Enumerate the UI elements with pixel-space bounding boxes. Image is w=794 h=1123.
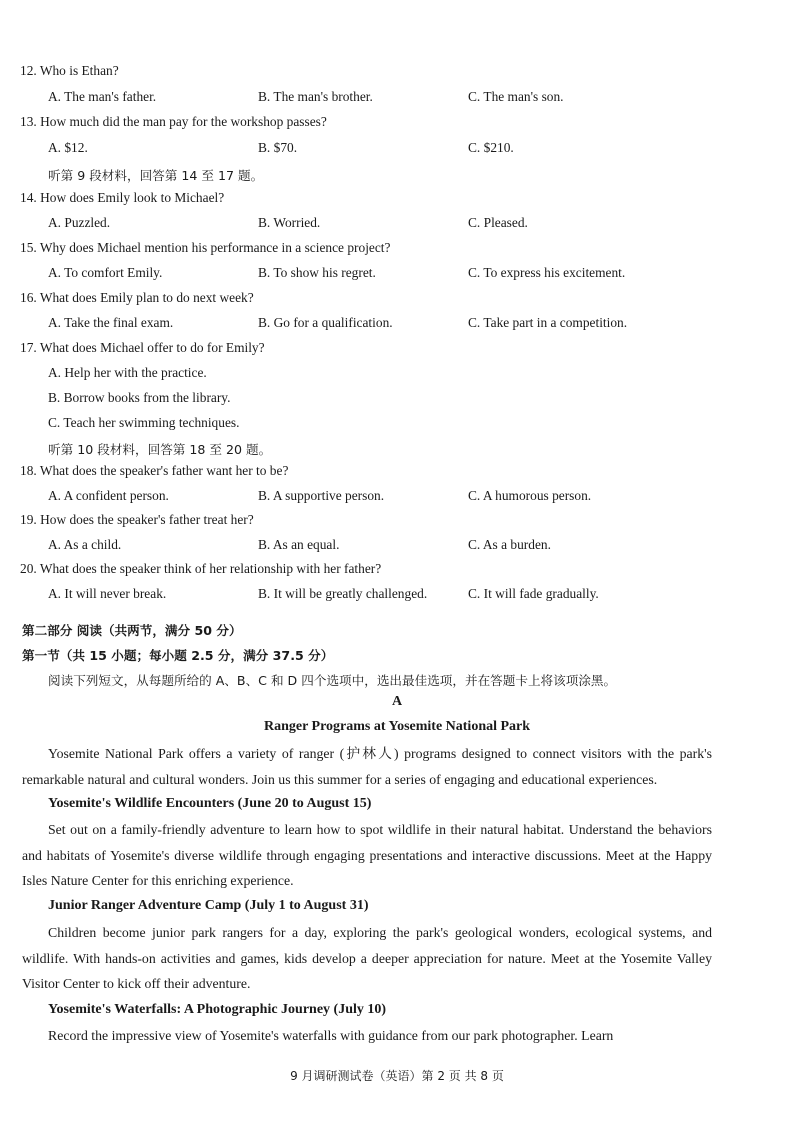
option-row — [48, 89, 768, 107]
option-c: C. Pleased. — [468, 215, 528, 230]
program-heading: Yosemite's Waterfalls: A Photographic Journey (July 10) — [48, 1002, 387, 1017]
option-a: A. The man's father. — [48, 89, 157, 104]
question-stem: 18. What does the speaker's father want her to be? — [20, 463, 289, 478]
option-row — [48, 537, 768, 555]
option-b: B. Borrow books from the library. — [48, 390, 231, 405]
option-a: A. Take the final exam. — [48, 315, 174, 330]
option-c: C. It will fade gradually. — [468, 586, 599, 601]
option-b: B. It will be greatly challenged. — [258, 586, 428, 601]
option-a: A. To comfort Emily. — [48, 265, 163, 280]
question-stem: 13. How much did the man pay for the workshop passes? — [20, 114, 327, 129]
option-b: B. Go for a qualification. — [258, 315, 393, 330]
option-row — [48, 265, 768, 283]
option-a: A. It will never break. — [48, 586, 167, 601]
program-text: Record the impressive view of Yosemite's waterfalls with guidance from our park photographer. Learn — [48, 1028, 614, 1043]
option-b: B. As an equal. — [258, 537, 340, 552]
question-stem: 20. What does the speaker think of her relationship with her father? — [20, 561, 382, 576]
program-text: Set out on a family-friendly adventure to learn how to spot wildlife in their natural habitat. Understand the behaviors and habitats of Yosemite's diverse wildlife through engaging presentations and interactive discussions. Meet at the Happy Isles Nature Center for this enriching experience. — [22, 822, 712, 888]
option-b: B. To show his regret. — [258, 265, 376, 280]
option-b: B. Worried. — [258, 215, 321, 230]
option-a: A. A confident person. — [48, 488, 169, 503]
option-c: C. To express his excitement. — [468, 265, 626, 280]
option-row — [48, 586, 768, 604]
question-stem: 17. What does Michael offer to do for Emily? — [20, 340, 265, 355]
passage-intro: Yosemite National Park offers a variety of ranger (护林人) programs designed to connect visitors with the park's remarkable natural and cultural wonders. Join us this summer for a series of engaging and educational experiences. — [22, 746, 712, 787]
option-a: A. $12. — [48, 140, 88, 155]
passage-title: Ranger Programs at Yosemite National Park — [263, 719, 531, 734]
reading-direction: 阅读下列短文，从每题所给的 A、B、C 和 D 四个选项中，选出最佳选项，并在答题卡上将该项涂黑。 — [48, 673, 617, 688]
section-instruction: 听第 9 段材料，回答第 14 至 17 题。 — [48, 168, 264, 183]
option-a: A. Help her with the practice. — [48, 365, 207, 380]
question-stem: 12. Who is Ethan? — [20, 63, 119, 78]
option-b: B. A supportive person. — [258, 488, 385, 503]
option-a: A. As a child. — [48, 537, 122, 552]
question-stem: 16. What does Emily plan to do next week? — [20, 290, 254, 305]
question-stem: 15. Why does Michael mention his performance in a science project? — [20, 240, 391, 255]
option-c: C. A humorous person. — [468, 488, 592, 503]
option-b: B. The man's brother. — [258, 89, 373, 104]
option-row — [48, 315, 768, 333]
option-c: C. As a burden. — [468, 537, 551, 552]
section-heading: 第一节（共 15 小题；每小题 2.5 分，满分 37.5 分） — [22, 648, 334, 663]
part-heading: 第二部分 阅读（共两节，满分 50 分） — [22, 623, 242, 638]
page-footer: 9 月调研测试卷（英语）第 2 页 共 8 页 — [290, 1069, 504, 1083]
option-c: C. Take part in a competition. — [468, 315, 628, 330]
program-heading: Junior Ranger Adventure Camp (July 1 to August 31) — [48, 898, 369, 913]
option-row — [48, 215, 768, 233]
option-c: C. Teach her swimming techniques. — [48, 415, 240, 430]
section-instruction: 听第 10 段材料，回答第 18 至 20 题。 — [48, 442, 272, 457]
question-stem: 14. How does Emily look to Michael? — [20, 190, 225, 205]
option-row — [48, 140, 768, 158]
option-b: B. $70. — [258, 140, 298, 155]
program-text: Children become junior park rangers for a day, exploring the park's geological wonders, ecological systems, and wildlife. With hands-on activities and games, kids develop a deeper appreciation for nature. Meet at the Yosemite Valley Visitor Center to kick off their adventure. — [22, 925, 712, 991]
passage-letter: A — [391, 694, 403, 709]
option-a: A. Puzzled. — [48, 215, 111, 230]
option-c: C. The man's son. — [468, 89, 564, 104]
program-heading: Yosemite's Wildlife Encounters (June 20 to August 15) — [48, 796, 372, 811]
option-c: C. $210. — [468, 140, 514, 155]
option-row — [48, 488, 768, 506]
question-stem: 19. How does the speaker's father treat her? — [20, 512, 254, 527]
